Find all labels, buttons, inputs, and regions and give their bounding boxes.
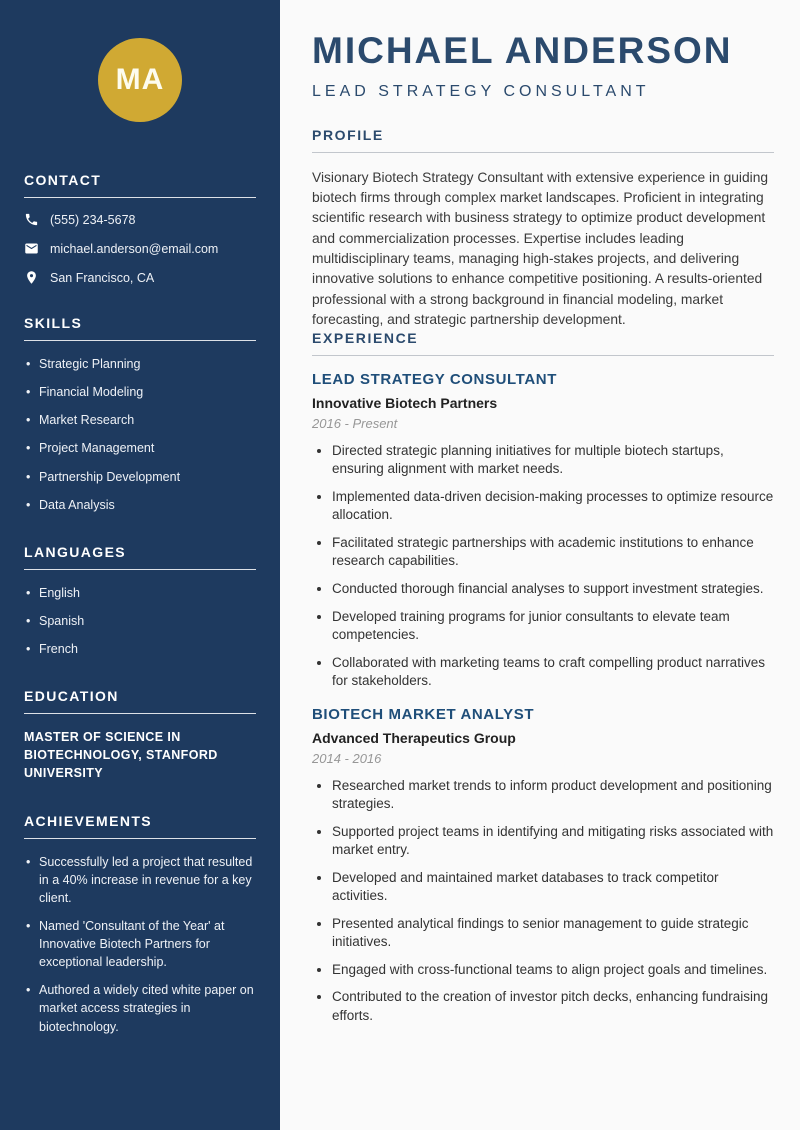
languages-title: LANGUAGES [24,544,256,570]
profile-text: Visionary Biotech Strategy Consultant with extensive experience in guiding biotech firms through complex market landscapes. Proficient in integrating scientific research with business strategy to optimize product development and commercialization processes. Expertise includes leading multidisciplinary teams, managing high-stakes projects, and delivering innovative solutions to enhance competitive positioning. A results-oriented professional with a strong background in financial modeling, market forecasting, and strategic partnership development. [312,169,769,327]
contact-email [24,241,256,256]
job-role: LEAD STRATEGY CONSULTANT [312,371,557,389]
profile-title: PROFILE [312,127,774,153]
contact-title: CONTACT [24,172,256,198]
job-entry [312,371,774,690]
education-title: EDUCATION [24,688,256,714]
skill-item: • Data Analysis [24,496,256,514]
contact-location [24,270,256,285]
contact-phone [24,212,256,227]
job-bullet: • Collaborated with marketing teams to craft compelling product narratives for stakeholders. [332,654,774,690]
language-item: • French [24,640,256,658]
email-icon [24,241,39,256]
skills-title: SKILLS [24,315,256,341]
job-bullet-list [312,777,774,1025]
skill-item: • Partnership Development [24,468,256,486]
languages-list [24,584,256,658]
contact-section [24,172,256,285]
contact-location-text: San Francisco, CA [50,270,155,285]
achievements-list [24,853,256,1036]
achievement-item: • Named 'Consultant of the Year' at Innovative Biotech Partners for exceptional leadership. [24,917,256,971]
job-bullet: • Directed strategic planning initiatives for multiple biotech startups, ensuring alignment with market needs. [332,442,774,478]
job-role: BIOTECH MARKET ANALYST [312,706,535,723]
achievements-title: ACHIEVEMENTS [24,813,256,839]
contact-email-text: michael.anderson@email.com [50,241,219,256]
profile-section [312,127,774,330]
achievement-item: • Successfully led a project that resulted in a 40% increase in revenue for a key client. [24,853,256,907]
experience-title: EXPERIENCE [312,330,774,356]
job-bullet: • Supported project teams in identifying and mitigating risks associated with market entry. [332,823,774,859]
job-company: Innovative Biotech Partners [312,395,498,412]
avatar-initials: MA [115,63,165,96]
education-degree: MASTER OF SCIENCE IN BIOTECHNOLOGY, STANFORD UNIVERSITY [24,730,218,781]
main-content [280,0,800,1130]
skill-item: • Strategic Planning [24,355,256,373]
sidebar [0,0,280,1130]
job-bullet: • Implemented data-driven decision-making processes to optimize resource allocation. [332,488,774,524]
job-bullet-list [312,442,774,690]
job-bullet: • Contributed to the creation of investor pitch decks, enhancing fundraising efforts. [332,988,774,1024]
job-dates: 2016 - Present [312,416,398,432]
languages-section [24,544,256,658]
skill-item: • Project Management [24,439,256,457]
job-bullet: • Developed training programs for junior consultants to elevate team competencies. [332,608,774,644]
education-section [24,688,256,782]
language-item: • Spanish [24,612,256,630]
skills-section [24,315,256,514]
job-bullet: • Conducted thorough financial analyses to support investment strategies. [332,580,774,598]
contact-phone-text: (555) 234-5678 [50,212,136,227]
achievements-section [24,813,256,1036]
location-icon [24,270,39,285]
achievement-item: • Authored a widely cited white paper on market access strategies in biotechnology. [24,981,256,1035]
job-bullet: • Facilitated strategic partnerships with academic institutions to enhance research capabilities. [332,534,774,570]
experience-section [312,330,774,1025]
name-heading: MICHAEL ANDERSON [312,30,733,71]
job-dates: 2014 - 2016 [312,751,382,766]
headline-title: LEAD STRATEGY CONSULTANT [312,82,650,100]
skill-item: • Financial Modeling [24,383,256,401]
job-company: Advanced Therapeutics Group [312,730,516,746]
skill-item: • Market Research [24,411,256,429]
skills-list [24,355,256,514]
job-entry [312,706,774,1025]
job-bullet: • Presented analytical findings to senior management to guide strategic initiatives. [332,915,774,951]
language-item: • English [24,584,256,602]
avatar [98,38,182,122]
job-bullet: • Researched market trends to inform product development and positioning strategies. [332,777,774,813]
phone-icon [24,212,39,227]
job-bullet: • Developed and maintained market databases to track competitor activities. [332,869,774,905]
job-bullet: • Engaged with cross-functional teams to align project goals and timelines. [332,961,774,979]
